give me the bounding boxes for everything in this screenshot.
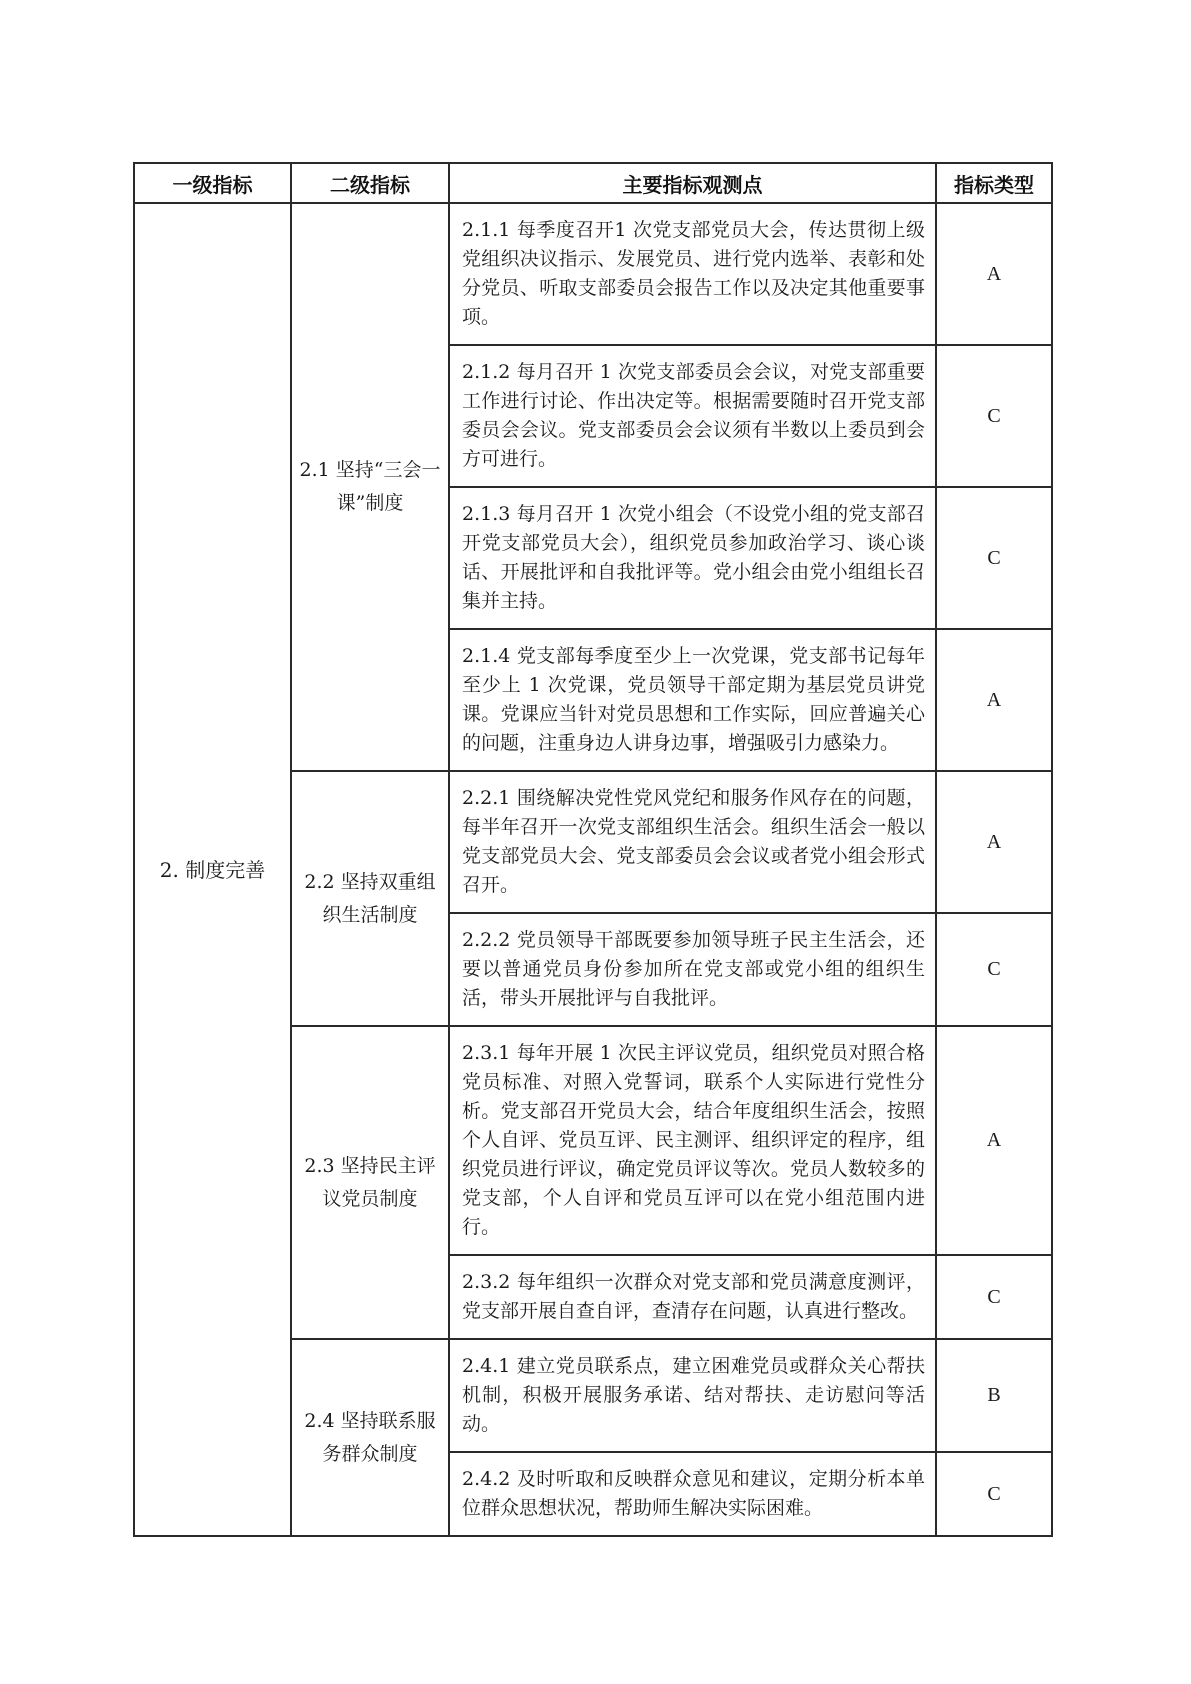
header-level1-indicator: 一级指标 xyxy=(134,163,291,203)
cell-type-2-2-1: A xyxy=(936,771,1052,913)
cell-type-2-1-1: A xyxy=(936,203,1052,345)
cell-observation-2-4-2: 2.4.2 及时听取和反映群众意见和建议，定期分析本单位群众思想状况，帮助师生解决实际困难。 xyxy=(449,1452,936,1536)
cell-observation-2-2-1: 2.2.1 围绕解决党性党风党纪和服务作风存在的问题，每半年召开一次党支部组织生活会。组织生活会一般以党支部党员大会、党支部委员会会议或者党小组会形式召开。 xyxy=(449,771,936,913)
cell-type-2-1-2: C xyxy=(936,345,1052,487)
cell-observation-2-1-4: 2.1.4 党支部每季度至少上一次党课，党支部书记每年至少上 1 次党课，党员领导干部定期为基层党员讲党课。党课应当针对党员思想和工作实际，回应普遍关心的问题，注重身边人讲身边事，增强吸引力感染力。 xyxy=(449,629,936,771)
cell-type-2-4-2: C xyxy=(936,1452,1052,1536)
cell-observation-2-3-1: 2.3.1 每年开展 1 次民主评议党员，组织党员对照合格党员标准、对照入党誓词，联系个人实际进行党性分析。党支部召开党员大会，结合年度组织生活会，按照个人自评、党员互评、民主测评、组织评定的程序，组织党员进行评议，确定党员评议等次。党员人数较多的党支部，个人自评和党员互评可以在党小组范围内进行。 xyxy=(449,1026,936,1255)
header-level2-indicator: 二级指标 xyxy=(291,163,449,203)
cell-type-2-4-1: B xyxy=(936,1339,1052,1452)
cell-level2-2-3: 2.3 坚持民主评议党员制度 xyxy=(291,1026,449,1339)
cell-observation-2-1-2: 2.1.2 每月召开 1 次党支部委员会会议，对党支部重要工作进行讨论、作出决定等。根据需要随时召开党支部委员会会议。党支部委员会会议须有半数以上委员到会方可进行。 xyxy=(449,345,936,487)
cell-observation-2-1-3: 2.1.3 每月召开 1 次党小组会（不设党小组的党支部召开党支部党员大会），组织党员参加政治学习、谈心谈话、开展批评和自我批评等。党小组会由党小组组长召集并主持。 xyxy=(449,487,936,629)
header-observation-points: 主要指标观测点 xyxy=(449,163,936,203)
cell-observation-2-2-2: 2.2.2 党员领导干部既要参加领导班子民主生活会，还要以普通党员身份参加所在党支部或党小组的组织生活，带头开展批评与自我批评。 xyxy=(449,913,936,1026)
cell-observation-2-4-1: 2.4.1 建立党员联系点，建立困难党员或群众关心帮扶机制，积极开展服务承诺、结对帮扶、走访慰问等活动。 xyxy=(449,1339,936,1452)
cell-observation-2-3-2: 2.3.2 每年组织一次群众对党支部和党员满意度测评，党支部开展自查自评，查清存在问题，认真进行整改。 xyxy=(449,1255,936,1339)
cell-type-2-2-2: C xyxy=(936,913,1052,1026)
cell-type-2-3-1: A xyxy=(936,1026,1052,1255)
cell-type-2-1-4: A xyxy=(936,629,1052,771)
cell-level1-indicator: 2. 制度完善 xyxy=(134,203,291,1536)
indicator-table xyxy=(133,162,1053,1537)
table-row xyxy=(134,203,1052,345)
header-row xyxy=(134,163,1052,203)
header-indicator-type: 指标类型 xyxy=(936,163,1052,203)
cell-level2-2-4: 2.4 坚持联系服务群众制度 xyxy=(291,1339,449,1536)
cell-type-2-1-3: C xyxy=(936,487,1052,629)
cell-level2-2-1: 2.1 坚持“三会一课”制度 xyxy=(291,203,449,771)
cell-level2-2-2: 2.2 坚持双重组织生活制度 xyxy=(291,771,449,1026)
cell-observation-2-1-1: 2.1.1 每季度召开1 次党支部党员大会，传达贯彻上级党组织决议指示、发展党员、进行党内选举、表彰和处分党员、听取支部委员会报告工作以及决定其他重要事项。 xyxy=(449,203,936,345)
cell-type-2-3-2: C xyxy=(936,1255,1052,1339)
